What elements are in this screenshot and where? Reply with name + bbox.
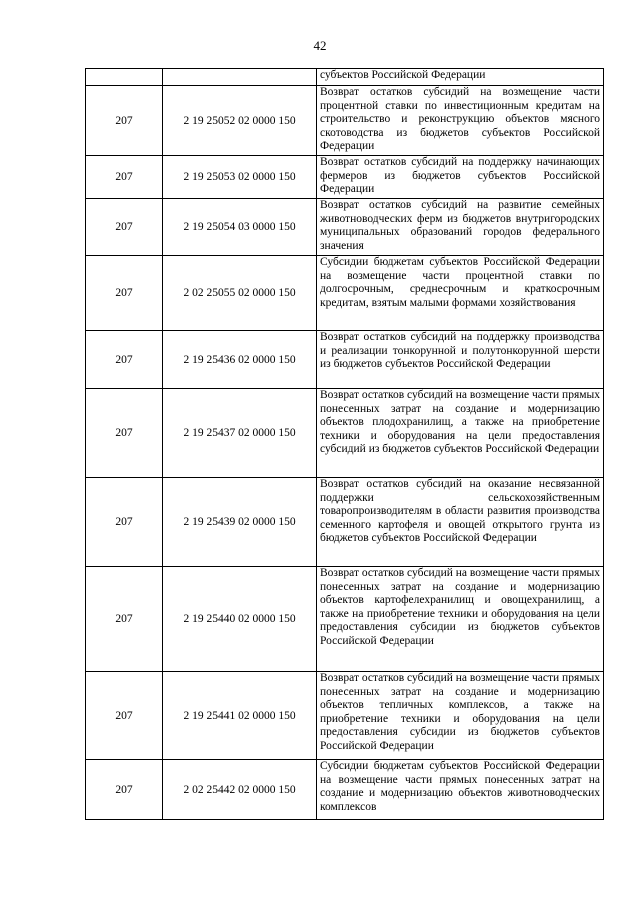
description-cell: Возврат остатков субсидий на возмещение части прямых понесенных затрат на создание и модернизацию объектов тепличных комплексов, а также на приобретение техники и оборудования на цели предоставления субсидии из бюджетов субъектов Российской Федерации bbox=[317, 672, 604, 760]
budget-classification-code-cell: 2 19 25053 02 0000 150 bbox=[163, 156, 317, 199]
page-number: 42 bbox=[313, 38, 327, 53]
description-cell: Возврат остатков субсидий на поддержку начинающих фермеров из бюджетов субъектов Российской Федерации bbox=[317, 156, 604, 199]
table-row bbox=[86, 672, 604, 760]
description-cell: Субсидии бюджетам субъектов Российской Федерации на возмещение части прямых понесенных затрат на создание и модернизацию объектов животноводческих комплексов bbox=[317, 760, 604, 820]
budget-classification-code-cell bbox=[163, 69, 317, 86]
table-row bbox=[86, 86, 604, 156]
budget-classification-code-cell: 2 02 25442 02 0000 150 bbox=[163, 760, 317, 820]
admin-code-cell: 207 bbox=[86, 256, 163, 331]
budget-classification-code-cell: 2 02 25055 02 0000 150 bbox=[163, 256, 317, 331]
admin-code-cell: 207 bbox=[86, 389, 163, 478]
table-row bbox=[86, 760, 604, 820]
description-cell: Возврат остатков субсидий на оказание несвязанной поддержки сельскохозяйственным товаропроизводителям в области развития производства семенного картофеля и овощей открытого грунта из бюджетов субъектов Российской Федерации bbox=[317, 478, 604, 567]
description-cell: Возврат остатков субсидий на возмещение части процентной ставки по инвестиционным кредитам на строительство и реконструкцию объектов мясного скотоводства из бюджетов субъектов Российской Федерации bbox=[317, 86, 604, 156]
description-cell: Возврат остатков субсидий на развитие семейных животноводческих ферм из бюджетов внутригородских муниципальных образований городов федерального значения bbox=[317, 199, 604, 256]
admin-code-cell: 207 bbox=[86, 567, 163, 672]
admin-code-cell: 207 bbox=[86, 478, 163, 567]
table-body bbox=[86, 69, 604, 820]
table-row bbox=[86, 389, 604, 478]
table-row bbox=[86, 199, 604, 256]
description-cell: Возврат остатков субсидий на возмещение части прямых понесенных затрат на создание и модернизацию объектов плодохранилищ, а также на приобретение техники и оборудования на цели предоставления субсидий из бюджетов субъектов Российской Федерации bbox=[317, 389, 604, 478]
table-row bbox=[86, 69, 604, 86]
description-cell: Возврат остатков субсидий на возмещение части прямых понесенных затрат на создание и модернизацию объектов картофелехранилищ и овощехранилищ, а также на приобретение техники и оборудования на цели предоставления субсидии из бюджетов субъектов Российской Федерации bbox=[317, 567, 604, 672]
admin-code-cell: 207 bbox=[86, 672, 163, 760]
table-row bbox=[86, 256, 604, 331]
budget-classification-code-cell: 2 19 25440 02 0000 150 bbox=[163, 567, 317, 672]
table-row bbox=[86, 156, 604, 199]
admin-code-cell: 207 bbox=[86, 331, 163, 389]
budget-codes-table bbox=[85, 68, 604, 820]
budget-classification-code-cell: 2 19 25441 02 0000 150 bbox=[163, 672, 317, 760]
admin-code-cell: 207 bbox=[86, 86, 163, 156]
admin-code-cell: 207 bbox=[86, 199, 163, 256]
table-row bbox=[86, 567, 604, 672]
budget-classification-code-cell: 2 19 25437 02 0000 150 bbox=[163, 389, 317, 478]
admin-code-cell bbox=[86, 69, 163, 86]
budget-classification-code-cell: 2 19 25436 02 0000 150 bbox=[163, 331, 317, 389]
description-cell: Возврат остатков субсидий на поддержку производства и реализации тонкорунной и полутонкорунной шерсти из бюджетов субъектов Российской Федерации bbox=[317, 331, 604, 389]
budget-classification-code-cell: 2 19 25052 02 0000 150 bbox=[163, 86, 317, 156]
table-row bbox=[86, 331, 604, 389]
budget-classification-code-cell: 2 19 25054 03 0000 150 bbox=[163, 199, 317, 256]
table-row bbox=[86, 478, 604, 567]
description-cell: Субсидии бюджетам субъектов Российской Федерации на возмещение части процентной ставки по долгосрочным, среднесрочным и краткосрочным кредитам, взятым малыми формами хозяйствования bbox=[317, 256, 604, 331]
description-cell: субъектов Российской Федерации bbox=[317, 69, 604, 86]
admin-code-cell: 207 bbox=[86, 156, 163, 199]
admin-code-cell: 207 bbox=[86, 760, 163, 820]
budget-classification-code-cell: 2 19 25439 02 0000 150 bbox=[163, 478, 317, 567]
